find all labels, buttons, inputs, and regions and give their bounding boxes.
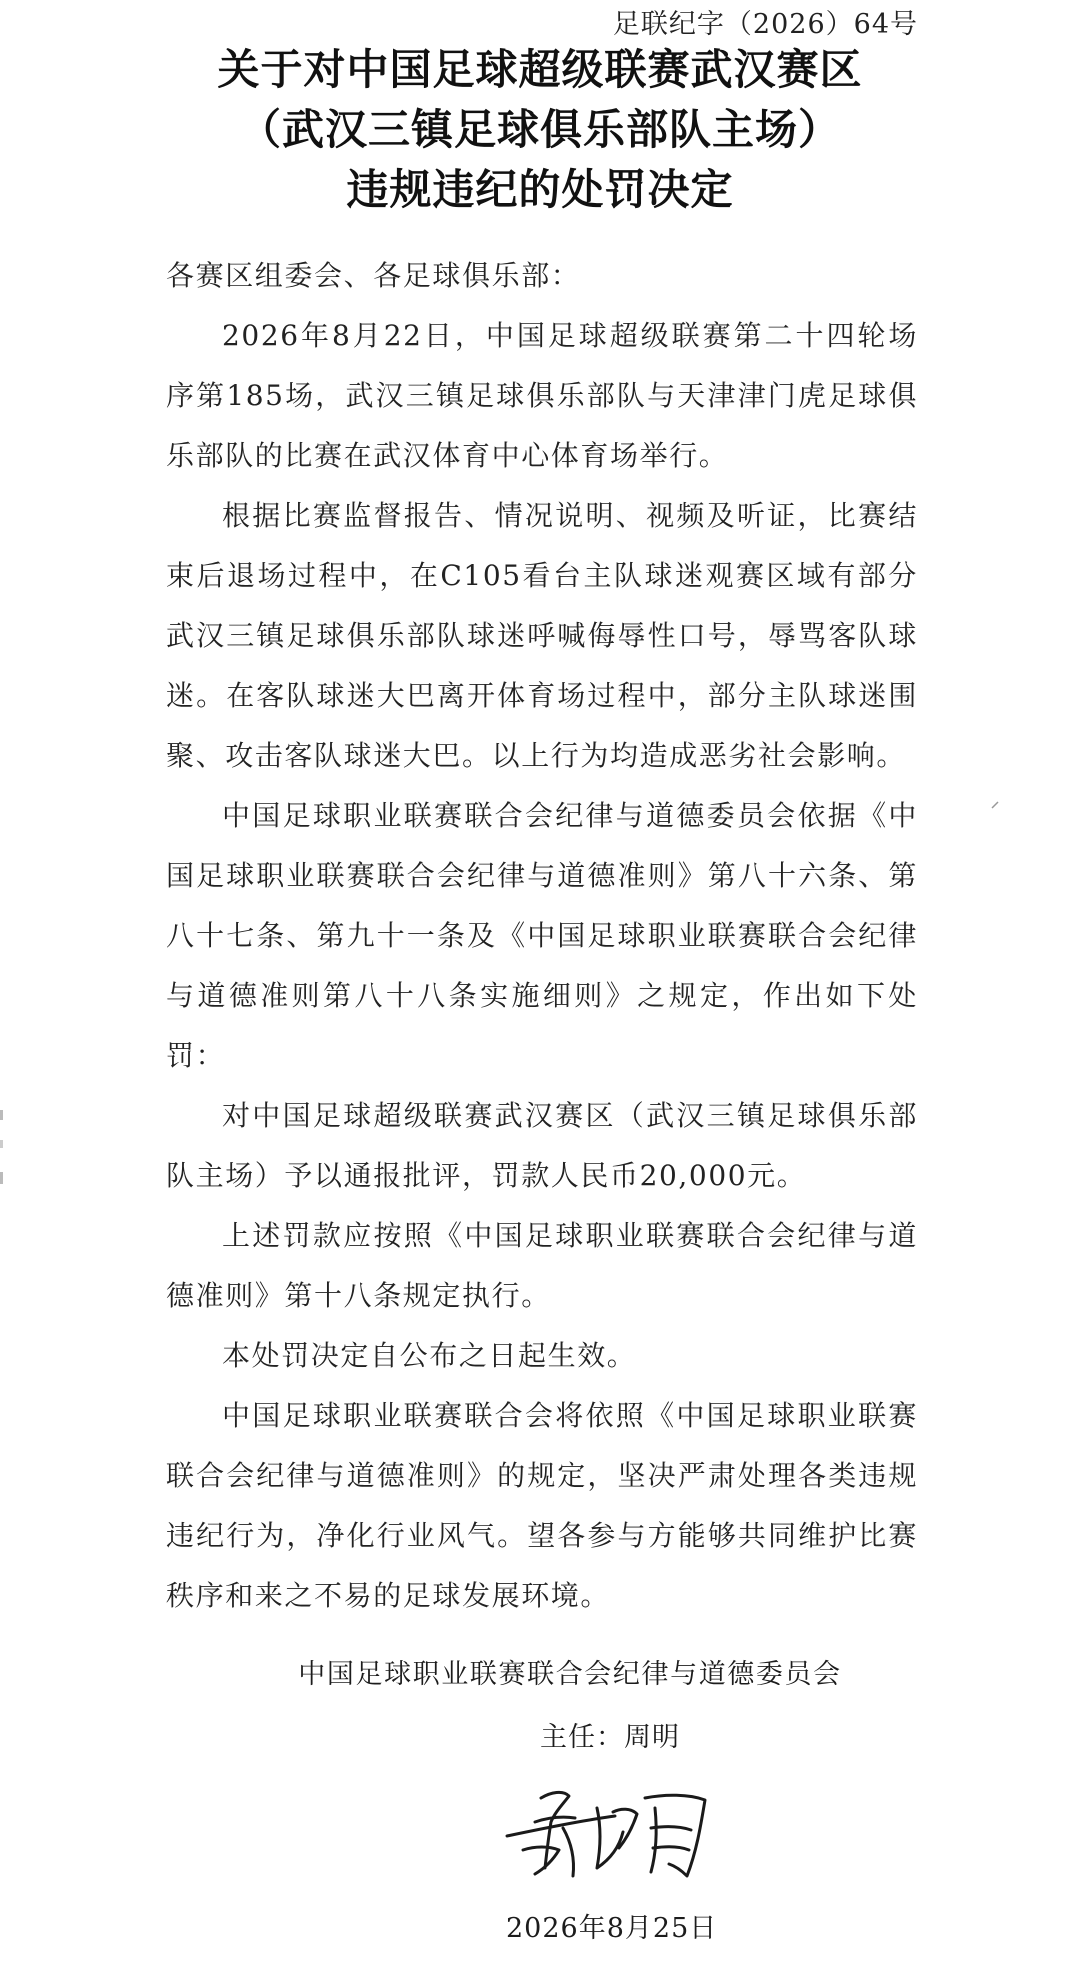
- chair-line: 主任：周明: [540, 1722, 680, 1753]
- scan-edge-mark: [0, 1110, 6, 1200]
- document-title: [0, 40, 1080, 220]
- salutation: 各赛区组委会、各足球俱乐部：: [166, 259, 581, 292]
- title-line-1: 关于对中国足球超级联赛武汉赛区: [217, 45, 863, 94]
- document-body: [166, 246, 918, 1626]
- scan-speck: [990, 800, 1000, 810]
- document-number: 足联纪字（2026）64号: [612, 9, 918, 40]
- paragraph-effective-date: 本处罚决定自公布之日起生效。: [222, 1339, 637, 1372]
- paragraph-penalty: 对中国足球超级联赛武汉赛区（武汉三镇足球俱乐部队主场）予以通报批评，罚款人民币20,000元。: [166, 1099, 918, 1192]
- title-line-3: 违规违纪的处罚决定: [346, 165, 734, 214]
- handwritten-signature: [505, 1768, 725, 1888]
- paragraph-match-info: 2026年8月22日，中国足球超级联赛第二十四轮场序第185场，武汉三镇足球俱乐部队与天津津门虎足球俱乐部队的比赛在武汉体育中心体育场举行。: [166, 319, 918, 472]
- signatory-organization: 中国足球职业联赛联合会纪律与道德委员会: [298, 1659, 842, 1690]
- paragraph-violation-facts: 根据比赛监督报告、情况说明、视频及听证，比赛结束后退场过程中，在C105看台主队球迷观赛区域有部分武汉三镇足球俱乐部队球迷呼喊侮辱性口号，辱骂客队球迷。在客队球迷大巴离开体育场过程中，部分主队球迷围聚、攻击客队球迷大巴。以上行为均造成恶劣社会影响。: [166, 499, 918, 772]
- paragraph-fine-execution: 上述罚款应按照《中国足球职业联赛联合会纪律与道德准则》第十八条规定执行。: [166, 1219, 918, 1312]
- title-line-2: （武汉三镇足球俱乐部队主场）: [238, 105, 841, 154]
- signing-date: 2026年8月25日: [506, 1913, 718, 1944]
- paragraph-legal-basis: 中国足球职业联赛联合会纪律与道德委员会依据《中国足球职业联赛联合会纪律与道德准则》第八十六条、第八十七条、第九十一条及《中国足球职业联赛联合会纪律与道德准则第八十八条实施细则》之规定，作出如下处罚：: [166, 799, 918, 1072]
- paragraph-closing-statement: 中国足球职业联赛联合会将依照《中国足球职业联赛联合会纪律与道德准则》的规定，坚决严肃处理各类违规违纪行为，净化行业风气。望各参与方能够共同维护比赛秩序和来之不易的足球发展环境。: [166, 1399, 918, 1612]
